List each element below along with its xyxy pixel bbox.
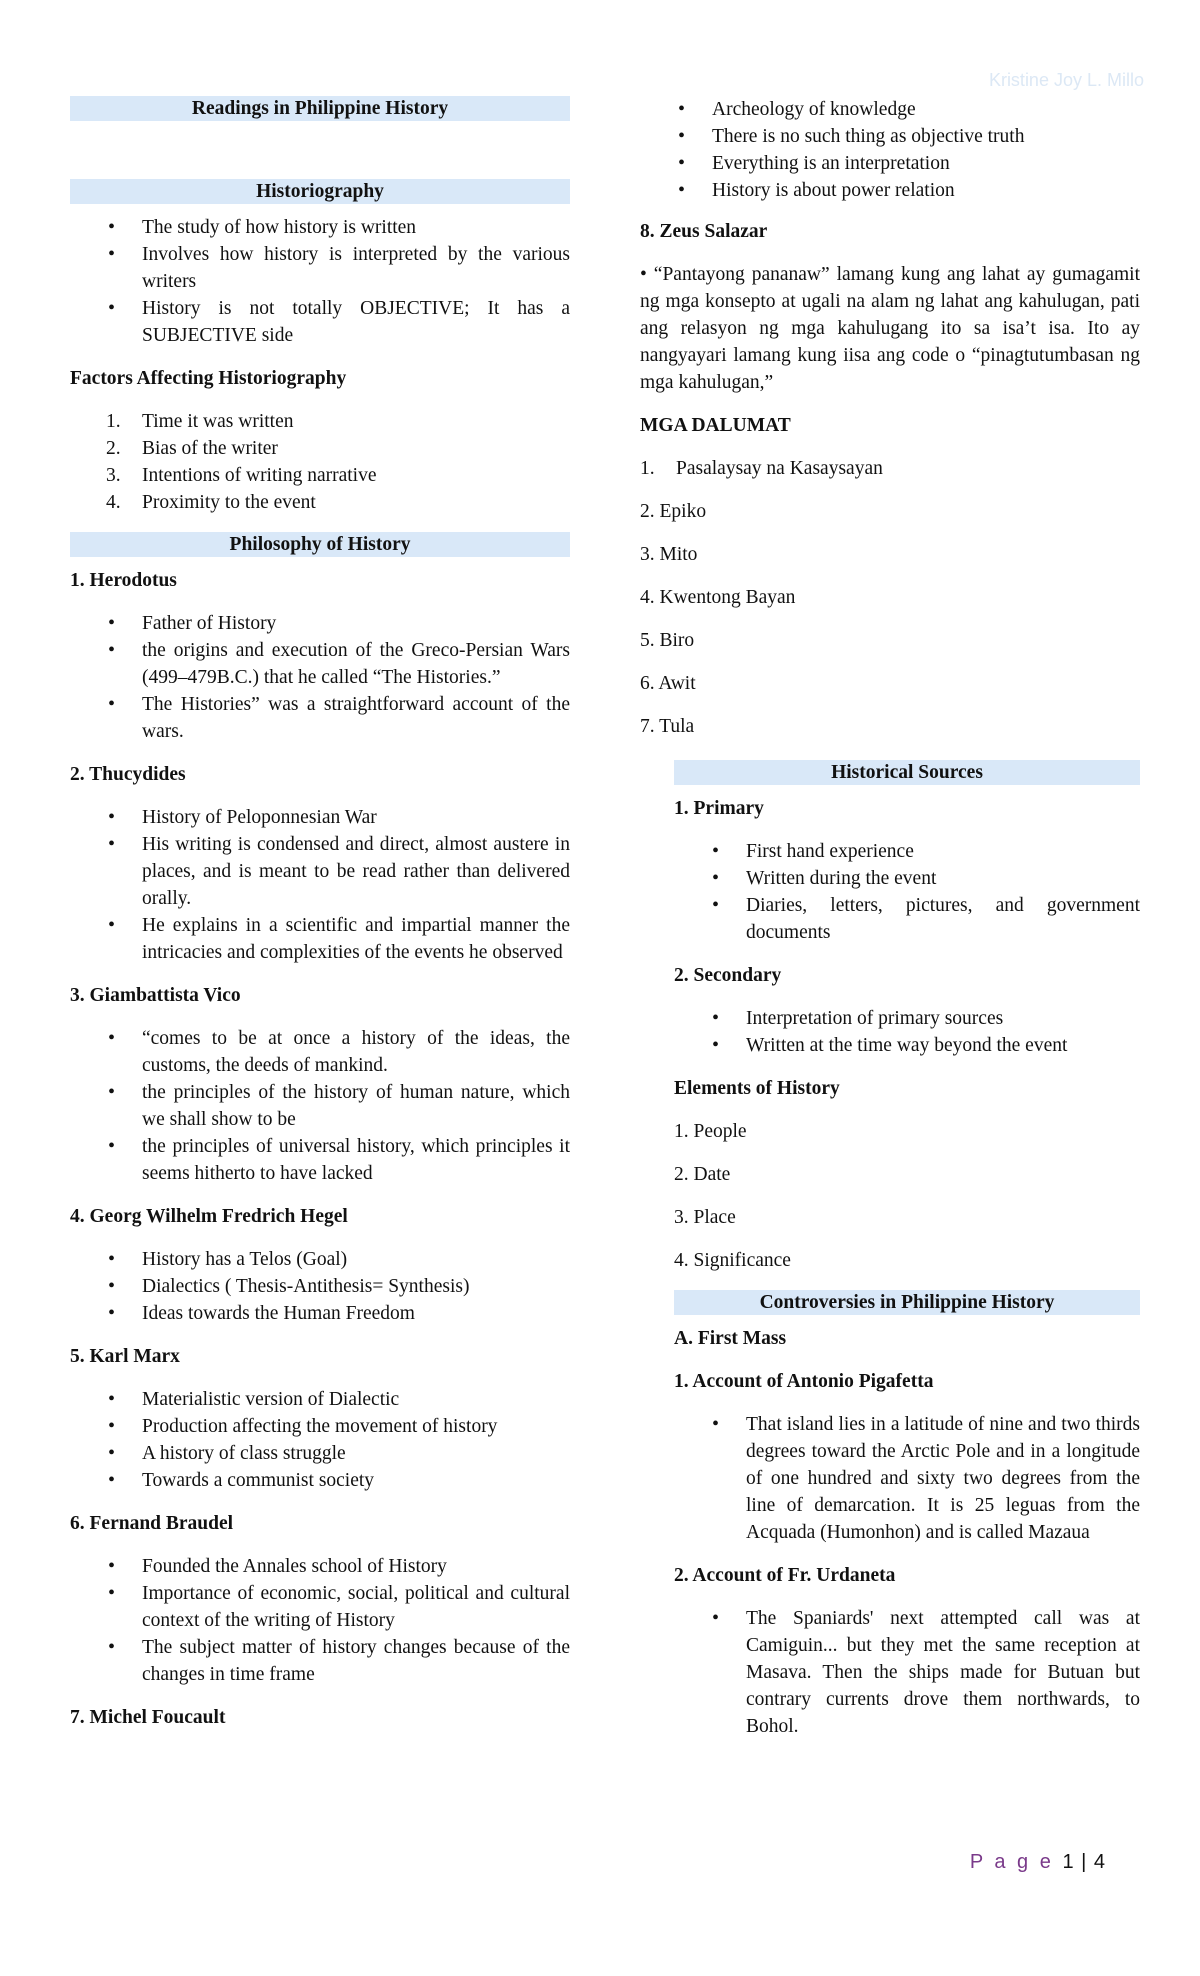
pigafetta-heading: 1. Account of Antonio Pigafetta	[674, 1371, 934, 1392]
vico-heading: 3. Giambattista Vico	[70, 985, 241, 1006]
list-item: • Importance of economic, social, political and cultural context of the writing of History	[70, 1580, 570, 1634]
secondary-heading: 2. Secondary	[674, 965, 782, 986]
list-item: • Materialistic version of Dialectic	[70, 1386, 570, 1413]
factors-heading: Factors Affecting Historiography	[70, 368, 347, 389]
list-item: • History is not totally OBJECTIVE; It has a SUBJECTIVE side	[70, 295, 570, 349]
historiography-list	[70, 214, 570, 349]
page-word: P a g e	[969, 1851, 1054, 1873]
list-item: • Written during the event	[674, 865, 1140, 892]
list-item: • Diaries, letters, pictures, and government documents	[674, 892, 1140, 946]
urdaneta-heading: 2. Account of Fr. Urdaneta	[674, 1565, 896, 1586]
dalumat-item: 3. Mito	[640, 544, 698, 565]
list-item: • Archeology of knowledge	[640, 96, 1140, 123]
list-item: • History is about power relation	[640, 177, 1140, 204]
list-item: • the principles of universal history, which principles it seems hitherto to have lacked	[70, 1133, 570, 1187]
list-item: • He explains in a scientific and impartial manner the intricacies and complexities of the events he observed	[70, 912, 570, 966]
list-item: • Interpretation of primary sources	[674, 1005, 1140, 1032]
list-item: 4. Proximity to the event	[106, 492, 316, 513]
thucydides-heading: 2. Thucydides	[70, 764, 186, 785]
foucault-list	[640, 96, 1140, 204]
secondary-list	[674, 1005, 1140, 1059]
element-item: 2. Date	[674, 1164, 731, 1185]
dalumat-item: 4. Kwentong Bayan	[640, 587, 796, 608]
dalumat-heading: MGA DALUMAT	[640, 415, 791, 436]
list-item: • Ideas towards the Human Freedom	[70, 1300, 570, 1327]
herodotus-heading: 1. Herodotus	[70, 570, 177, 591]
pigafetta-list	[674, 1411, 1140, 1546]
list-item: • There is no such thing as objective truth	[640, 123, 1140, 150]
marx-list	[70, 1386, 570, 1494]
list-item: • First hand experience	[674, 838, 1140, 865]
salazar-heading: 8. Zeus Salazar	[640, 221, 768, 242]
left-column	[70, 96, 570, 1747]
list-item: 2. Bias of the writer	[106, 438, 278, 459]
right-column-lower	[674, 760, 1140, 1756]
list-item: • The study of how history is written	[70, 214, 570, 241]
marx-heading: 5. Karl Marx	[70, 1346, 180, 1367]
factors-list	[70, 408, 570, 516]
element-item: 1. People	[674, 1121, 747, 1142]
dalumat-first	[640, 455, 1140, 482]
elements-heading: Elements of History	[674, 1078, 840, 1099]
dalumat-item: 7. Tula	[640, 716, 695, 737]
section-philosophy: Philosophy of History	[70, 532, 570, 557]
document-title: Readings in Philippine History	[70, 96, 570, 121]
foucault-heading: 7. Michel Foucault	[70, 1707, 226, 1728]
list-item: • Written at the time way beyond the event	[674, 1032, 1140, 1059]
list-item: • the principles of the history of human nature, which we shall show to be	[70, 1079, 570, 1133]
list-item: 3. Intentions of writing narrative	[106, 465, 377, 486]
primary-heading: 1. Primary	[674, 798, 764, 819]
list-item: • A history of class struggle	[70, 1440, 570, 1467]
list-item: • Production affecting the movement of history	[70, 1413, 570, 1440]
section-historical-sources: Historical Sources	[674, 760, 1140, 785]
list-item: • The Spaniards' next attempted call was at Camiguin... but they met the same reception at Masava. Then the ships made for Butuan but contrary currents drove them northwards, to Bohol.	[674, 1605, 1140, 1740]
list-item: • Founded the Annales school of History	[70, 1553, 570, 1580]
vico-list	[70, 1025, 570, 1187]
first-mass-heading: A. First Mass	[674, 1328, 787, 1349]
list-item: • The Histories” was a straightforward account of the wars.	[70, 691, 570, 745]
list-item: 1. Pasalaysay na Kasaysayan	[640, 458, 883, 479]
element-item: 4. Significance	[674, 1250, 791, 1271]
primary-list	[674, 838, 1140, 946]
list-item: • the origins and execution of the Greco-Persian Wars (499–479B.C.) that he called “The Histories.”	[70, 637, 570, 691]
hegel-list	[70, 1246, 570, 1327]
dalumat-item: 2. Epiko	[640, 501, 707, 522]
list-item: • Towards a communist society	[70, 1467, 570, 1494]
list-item: 1. Time it was written	[106, 411, 294, 432]
herodotus-list	[70, 610, 570, 745]
list-item: • Father of History	[70, 610, 570, 637]
list-item: • Dialectics ( Thesis-Antithesis= Synthesis)	[70, 1273, 570, 1300]
thucydides-list	[70, 804, 570, 966]
list-item: • History has a Telos (Goal)	[70, 1246, 570, 1273]
list-item: • His writing is condensed and direct, almost austere in places, and is meant to be read rather than delivered orally.	[70, 831, 570, 912]
section-historiography: Historiography	[70, 179, 570, 204]
list-item: • “comes to be at once a history of the ideas, the customs, the deeds of mankind.	[70, 1025, 570, 1079]
dalumat-item: 5. Biro	[640, 630, 695, 651]
list-item: • History of Peloponnesian War	[70, 804, 570, 831]
page-number	[970, 1851, 1106, 1874]
list-item: • The subject matter of history changes because of the changes in time frame	[70, 1634, 570, 1688]
braudel-list	[70, 1553, 570, 1688]
list-item: • Everything is an interpretation	[640, 150, 1140, 177]
right-column	[640, 96, 1140, 756]
author-name: Kristine Joy L. Millo	[988, 70, 1144, 90]
element-item: 3. Place	[674, 1207, 736, 1228]
dalumat-item: 6. Awit	[640, 673, 696, 694]
hegel-heading: 4. Georg Wilhelm Fredrich Hegel	[70, 1206, 348, 1227]
page-count: 1 | 4	[1062, 1851, 1106, 1873]
list-item: • Involves how history is interpreted by the various writers	[70, 241, 570, 295]
urdaneta-list	[674, 1605, 1140, 1740]
salazar-text: • “Pantayong pananaw” lamang kung ang lahat ay gumagamit ng mga konsepto at ugali na alam ng lahat ang kahulugan, pati ang relasyon ng mga kahulugang ito sa isa’t isa. Ito ay nangyayari lamang kung iisa ang code o “pinagtutumbasan ng mga kahulugan,”	[640, 264, 1140, 393]
braudel-heading: 6. Fernand Braudel	[70, 1513, 234, 1534]
list-item: • That island lies in a latitude of nine and two thirds degrees toward the Arctic Pole and in a longitude of one hundred and sixty two degrees from the line of demarcation. It is 25 leguas from the Acquada (Humonhon) and is called Mazaua	[674, 1411, 1140, 1546]
section-controversies: Controversies in Philippine History	[674, 1290, 1140, 1315]
